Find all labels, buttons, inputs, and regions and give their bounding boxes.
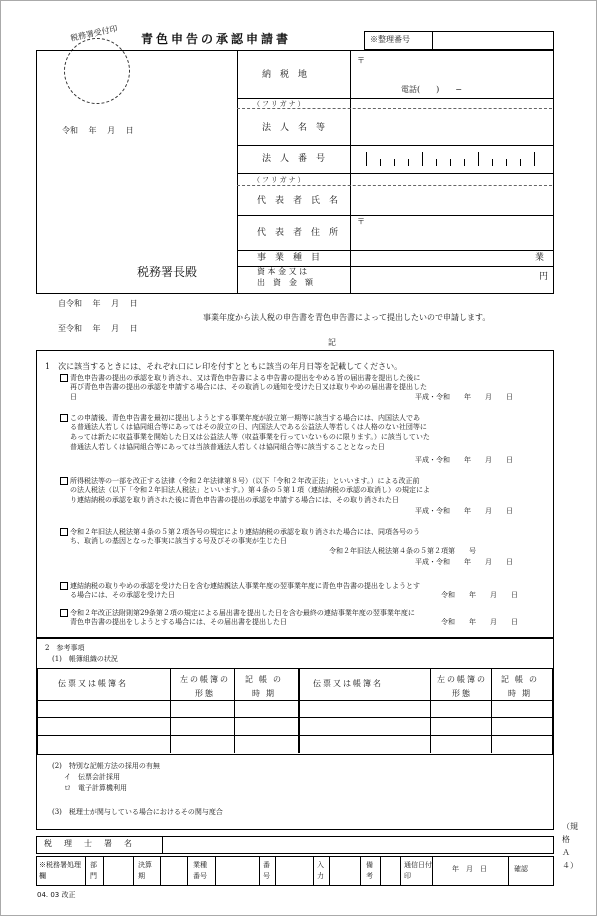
capital-unit: 円	[539, 272, 549, 282]
sub-2-item-i[interactable]: イ 伝票会計採用	[64, 773, 120, 781]
item-2-line-3: あっては新たに収益事業を開始した日又は公益法人等（収益事業を行っていないものに限ります。）に該当していた	[70, 433, 430, 441]
office-col-13	[400, 856, 401, 885]
office-label-ymd: 年 月 日	[452, 865, 487, 873]
section-2-heading: 2 参考事項	[45, 644, 85, 652]
capital-label-1: 資 本 金 又 は	[257, 267, 308, 276]
business-unit: 業	[535, 253, 545, 263]
row-line-5	[237, 250, 553, 251]
dash-1	[237, 108, 552, 109]
item-5-date[interactable]: 令和 年 月 日	[441, 591, 518, 599]
section-2-sub-2: (2) 特別な記帳方法の採用の有無	[52, 762, 160, 770]
furigana-label-1: （フリガナ）	[253, 100, 307, 108]
ledger-col-4	[491, 668, 492, 753]
office-col-1	[85, 856, 86, 885]
rep-name-label: 代 表 者 氏 名	[257, 196, 339, 206]
corp-name-label: 法 人 名 等	[262, 123, 326, 133]
office-label-confirm: 確認	[514, 865, 528, 873]
serial-label: ※整理番号	[370, 35, 410, 44]
ledger-header-name-left: 伝票又は帳簿名	[58, 679, 128, 688]
item-3-checkbox[interactable]	[60, 477, 68, 485]
applicant-divider	[237, 50, 238, 293]
sub-2-item-ro[interactable]: ロ 電子計算機利用	[64, 784, 127, 792]
office-col-11	[360, 856, 361, 885]
office-col-12	[380, 856, 381, 885]
ledger-col-1	[170, 668, 171, 753]
tax-office-name: 税務署長殿	[137, 265, 198, 279]
office-col-3	[133, 856, 134, 885]
corp-number-boxes[interactable]	[360, 152, 550, 168]
office-col-2	[103, 856, 104, 885]
office-col-4	[160, 856, 161, 885]
section-1-heading: 1 次に該当するときには、それぞれ口にレ印を付すとともに該当の年月日等を記載してください。	[45, 362, 403, 371]
row-line-3	[237, 173, 553, 174]
item-4-line-2: ち、取消しの基因となった事実に該当する号及びその事実が生じた日	[70, 537, 287, 545]
ledger-header-name-right: 伝票又は帳簿名	[313, 679, 383, 688]
stamp-label: 税務署受付印	[69, 24, 119, 43]
item-4-date[interactable]: 平成・令和 年 月 日	[415, 558, 513, 566]
office-col-14	[432, 856, 433, 885]
ledger-header-form-right: 左の帳簿の形態	[437, 675, 487, 698]
office-col-7	[259, 856, 260, 885]
office-label-remarks: 備考	[366, 861, 373, 880]
item-2-line-1: この申請後、青色申告書を最初に提出しようとする事業年度が設立第一期等に該当する場合には、内国法人であ	[70, 414, 420, 422]
office-col-5	[187, 856, 188, 885]
ledger-header-timing-left: 記帳の時期	[245, 675, 287, 698]
item-4-checkbox[interactable]	[60, 528, 68, 536]
item-3-line-1: 所得税法等の一部を改正する法律（令和２年法律第８号）（以下「令和２年改正法」といいます。）による改正前	[70, 477, 420, 485]
period-from[interactable]: 自令和 年 月 日	[58, 299, 138, 308]
label-divider	[350, 50, 351, 293]
item-2-line-4: 普通法人若しくは協同組合等にあっては当該普通法人若しくは協同組合等に該当することとなった日	[70, 443, 385, 451]
item-3-date[interactable]: 平成・令和 年 月 日	[415, 507, 513, 515]
record-mark: 記	[328, 338, 336, 347]
office-label-dept: 部門	[90, 861, 97, 880]
office-col-15	[508, 856, 509, 885]
tax-accountant-divider	[162, 836, 163, 853]
office-col-10	[329, 856, 330, 885]
item-2-checkbox[interactable]	[60, 414, 68, 422]
postal-mark: 〒	[357, 56, 365, 65]
item-3-line-3: り連結納税の承認を取り消された後に青色申告書の提出の承認を申請する場合には、その取り消された日	[70, 496, 399, 504]
serial-divider	[432, 31, 433, 49]
item-6-line-1: 令和２年改正法附則第29条第２項の規定による届出書を提出した日を含む最終の連結事業年度の翌事業年度に	[70, 609, 415, 617]
item-1-date[interactable]: 平成・令和 年 月 日	[415, 393, 513, 401]
row-line-1	[237, 98, 553, 99]
form-code: 04. 03 改正	[37, 891, 76, 899]
form-title: 青色申告の承認申請書	[141, 32, 292, 46]
item-5-line-2: る場合には、その承認を受けた日	[70, 591, 175, 599]
tax-accountant-label: 税 理 士 署 名	[44, 839, 134, 848]
ledger-row-line-2	[37, 735, 552, 736]
application-date[interactable]: 令和 年 月 日	[62, 126, 134, 135]
capital-label-2: 出 資 金 額	[257, 278, 313, 287]
office-label-input: 入力	[317, 861, 324, 880]
item-1-line-3: 日	[70, 393, 77, 401]
furigana-label-2: （フリガナ）	[253, 176, 307, 184]
corp-number-label: 法 人 番 号	[262, 154, 326, 164]
office-col-6	[215, 856, 216, 885]
ledger-col-mid	[298, 668, 300, 753]
item-2-date[interactable]: 平成・令和 年 月 日	[415, 456, 513, 464]
office-label-number: 番号	[263, 861, 270, 880]
paper-size-note: （規格Ａ４）	[562, 822, 578, 870]
dash-2	[237, 185, 552, 186]
item-5-checkbox[interactable]	[60, 582, 68, 590]
section-2-sub-1: (1) 帳簿組織の状況	[52, 655, 118, 663]
section-2-sub-3: (3) 税理士が関与している場合におけるその関与度合	[52, 808, 223, 816]
ledger-header-timing-right: 記帳の時期	[501, 675, 543, 698]
ledger-header-form-left: 左の帳簿の形態	[180, 675, 230, 698]
item-2-line-2: る普通法人若しくは協同組合等にあってはその設立の日、内国法人である公益法人等若しくは人格のない社団等に	[70, 423, 427, 431]
item-6-line-2: 青色申告書の提出をしようとする場合には、その届出書を提出した日	[70, 618, 287, 626]
office-col-8	[275, 856, 276, 885]
row-line-4	[237, 215, 553, 216]
item-3-line-2: の法人税法（以下「令和２年旧法人税法」といいます。）第４条の５第１項（連結納税の承認の取消し）の規定によ	[70, 486, 430, 494]
ledger-col-3	[430, 668, 431, 753]
office-label-industry: 業種番号	[193, 861, 207, 880]
rep-address-label: 代 表 者 住 所	[257, 228, 339, 238]
business-label: 事 業 種 目	[257, 253, 321, 263]
item-1-checkbox[interactable]	[60, 374, 68, 382]
postal-mark-2: 〒	[357, 217, 365, 226]
office-label-settlement: 決算期	[138, 861, 152, 880]
item-6-checkbox[interactable]	[60, 609, 68, 617]
office-label-date-stamp: 通信日付印	[404, 861, 432, 880]
office-label-station: ※税務署処理欄	[39, 861, 81, 880]
item-4-line-1: 令和２年旧法人税法第４条の５第２項各号の規定により連結納税の承認を取り消された場合には、同項各号のう	[70, 528, 420, 536]
ledger-col-2	[234, 668, 235, 753]
phone-field[interactable]: 電話( ) −	[401, 85, 462, 94]
period-statement: 事業年度から法人税の申告書を青色申告書によって提出したいので申請します。	[203, 313, 491, 322]
row-line-2	[237, 145, 553, 146]
period-to[interactable]: 至令和 年 月 日	[58, 324, 138, 333]
item-1-line-2: 再び青色申告書の提出の承認を申請する場合には、その取消しの通知を受けた日又は取りやめの届出書を提出した	[70, 383, 427, 391]
address-label: 納 税 地	[262, 70, 308, 80]
office-col-9	[313, 856, 314, 885]
item-4-article-number[interactable]: 令和２年旧法人税法第４条の５第２項第 号	[329, 547, 476, 555]
item-6-date[interactable]: 令和 年 月 日	[441, 618, 518, 626]
item-5-line-1: 連結納税の取りやめの承認を受けた日を含む連結親法人事業年度の翌事業年度に青色申告書の提出をしようとす	[70, 582, 420, 590]
item-1-line-1: 青色申告書の提出の承認を取り消され、又は青色申告書による申告書の提出をやめる旨の届出書を提出した後に	[70, 374, 421, 382]
ledger-row-line-1	[37, 717, 552, 718]
